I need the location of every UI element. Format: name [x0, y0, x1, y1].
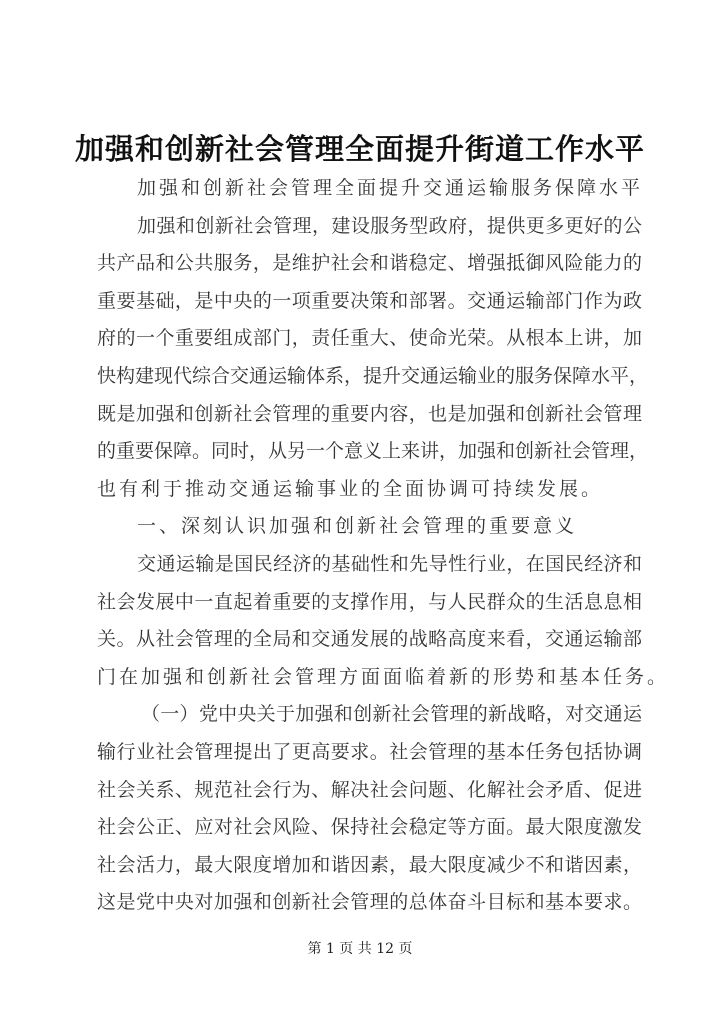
text-line: 既是加强和创新社会管理的重要内容，也是加强和创新社会管理: [97, 402, 642, 425]
document-subtitle: 加强和创新社会管理全面提升交通运输服务保障水平: [137, 177, 644, 199]
text-line: 社会公正、应对社会风险、保持社会稳定等方面。最大限度激发: [97, 816, 642, 839]
text-line: （一）党中央关于加强和创新社会管理的新战略，对交通运: [141, 703, 642, 726]
text-line: 社会发展中一直起着重要的支撑作用，与人民群众的生活息息相: [97, 590, 642, 613]
paragraph-intro: [97, 208, 649, 509]
text-line: 府的一个重要组成部门，责任重大、使命光荣。从根本上讲，加: [97, 327, 642, 350]
text-line: 的重要保障。同时，从另一个意义上来讲，加强和创新社会管理，: [97, 440, 649, 463]
text-line: 加强和创新社会管理，建设服务型政府，提供更多更好的公: [137, 214, 642, 237]
text-line: 快构建现代综合交通运输体系，提升交通运输业的服务保障水平，: [97, 364, 649, 387]
section-heading: 一、深刻认识加强和创新社会管理的重要意义: [137, 515, 578, 538]
text-line: 共产品和公共服务，是维护社会和谐稳定、增强抵御风险能力的: [97, 252, 642, 275]
text-line: 社会活力，最大限度增加和谐因素，最大限度减少不和谐因素，: [97, 853, 642, 876]
paragraph-subsection-1: [97, 696, 642, 922]
text-line: 这是党中央对加强和创新社会管理的总体奋斗目标和基本要求。: [97, 891, 642, 914]
text-line: 关。从社会管理的全局和交通发展的战略高度来看，交通运输部: [97, 628, 642, 651]
text-line: 交通运输是国民经济的基础性和先导性行业，在国民经济和: [137, 552, 642, 575]
text-line: 门在加强和创新社会管理方面面临着新的形势和基本任务。: [97, 665, 670, 688]
page-number: 第 1 页 共 12 页: [307, 941, 413, 957]
document-body: [97, 170, 670, 922]
text-line: 社会关系、规范社会行为、解决社会问题、化解社会矛盾、促进: [97, 778, 642, 801]
document-title: 加强和创新社会管理全面提升街道工作水平: [74, 132, 645, 166]
text-line: 重要基础，是中央的一项重要决策和部署。交通运输部门作为政: [97, 289, 642, 312]
text-line: 输行业社会管理提出了更高要求。社会管理的基本任务包括协调: [97, 740, 642, 763]
paragraph-transport: [97, 546, 670, 696]
text-line: 也有利于推动交通运输事业的全面协调可持续发展。: [97, 477, 604, 500]
